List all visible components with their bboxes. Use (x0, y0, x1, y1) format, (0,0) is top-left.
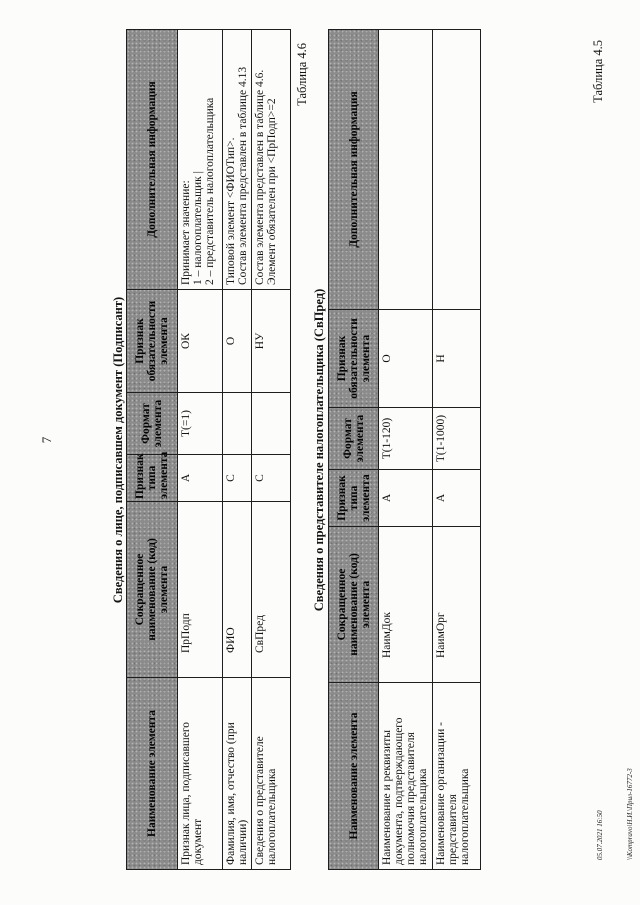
element-name-cell: Сведения о представителе налогоплательщика (252, 678, 291, 870)
table-4-5-caption: Сведения о лице, подписавшем документ (Подписант) (111, 296, 125, 604)
element-code-cell: СвПред (252, 502, 291, 678)
header-element-required: Признак обязательности элемента (127, 290, 178, 393)
element-name-cell: Наименование и реквизиты документа, подтверждающего полномочия представителя налогоплательщика (379, 683, 433, 870)
element-type-cell: А (178, 455, 223, 502)
element-info-cell: Принимает значение: 1 – налогоплательщик | 2 – представитель налогоплательщика (178, 30, 223, 290)
element-type-cell: А (379, 470, 433, 527)
header-additional-info: Дополнительная информация (127, 30, 178, 290)
table-row (252, 30, 291, 870)
table-row (178, 30, 223, 870)
element-format-cell: Т(1-120) (379, 408, 433, 470)
table-4-6-label: Таблица 4.6 (295, 43, 309, 106)
header-element-format: Формат элемента (127, 393, 178, 455)
header-element-code: Сокращенное наименование (код) элемента (329, 527, 379, 683)
element-code-cell: НаимДок (379, 527, 433, 683)
element-type-cell: С (252, 455, 291, 502)
footer-timestamp: 05.07.2021 16:50 (596, 810, 604, 860)
element-name-cell: Наименование организации - представителя налогоплательщика (433, 683, 481, 870)
table-4-6-caption: Сведения о представителе налогоплательщика (СвПред) (312, 288, 326, 612)
element-name-cell: Фамилия, имя, отчество (при наличии) (223, 678, 252, 870)
element-info-cell (379, 30, 433, 310)
header-row (329, 30, 379, 870)
header-element-name: Наименование элемента (127, 678, 178, 870)
header-element-type: Признак типа элемента (127, 455, 178, 502)
element-type-cell: С (223, 455, 252, 502)
element-code-cell: НаимОрг (433, 527, 481, 683)
element-code-cell: ПрПодп (178, 502, 223, 678)
element-info-cell (433, 30, 481, 310)
header-element-name: Наименование элемента (329, 683, 379, 870)
header-element-type: Признак типа элемента (329, 470, 379, 527)
footer-file-path: \\Kompravo\Н.И.\Прил-16772-3 (626, 768, 634, 860)
element-format-cell: Т(1-1000) (433, 408, 481, 470)
table-row (433, 30, 481, 870)
element-type-cell: А (433, 470, 481, 527)
document-footer (575, 768, 640, 860)
header-element-code: Сокращенное наименование (код) элемента (127, 502, 178, 678)
element-required-cell: НУ (252, 290, 291, 393)
table-4-6 (328, 29, 481, 870)
element-required-cell: ОК (178, 290, 223, 393)
page-number: 7 (39, 436, 54, 444)
element-format-cell: Т(=1) (178, 393, 223, 455)
element-required-cell: О (223, 290, 252, 393)
header-element-required: Признак обязательности элемента (329, 310, 379, 408)
header-additional-info: Дополнительная информация (329, 30, 379, 310)
element-format-cell (252, 393, 291, 455)
element-required-cell: О (379, 310, 433, 408)
table-row (223, 30, 252, 870)
element-info-cell: Типовой элемент <ФИОТип>. Состав элемента представлен в таблице 4.13 (223, 30, 252, 290)
header-row (127, 30, 178, 870)
element-required-cell: Н (433, 310, 481, 408)
table-4-5-label: Таблица 4.5 (591, 40, 605, 103)
header-element-format: Формат элемента (329, 408, 379, 470)
element-format-cell (223, 393, 252, 455)
element-code-cell: ФИО (223, 502, 252, 678)
element-name-cell: Признак лица, подписавшего документ (178, 678, 223, 870)
table-4-5 (126, 29, 291, 870)
element-info-cell: Состав элемента представлен в таблице 4.6. Элемент обязателен при <ПрПодп>=2 (252, 30, 291, 290)
table-row (379, 30, 433, 870)
